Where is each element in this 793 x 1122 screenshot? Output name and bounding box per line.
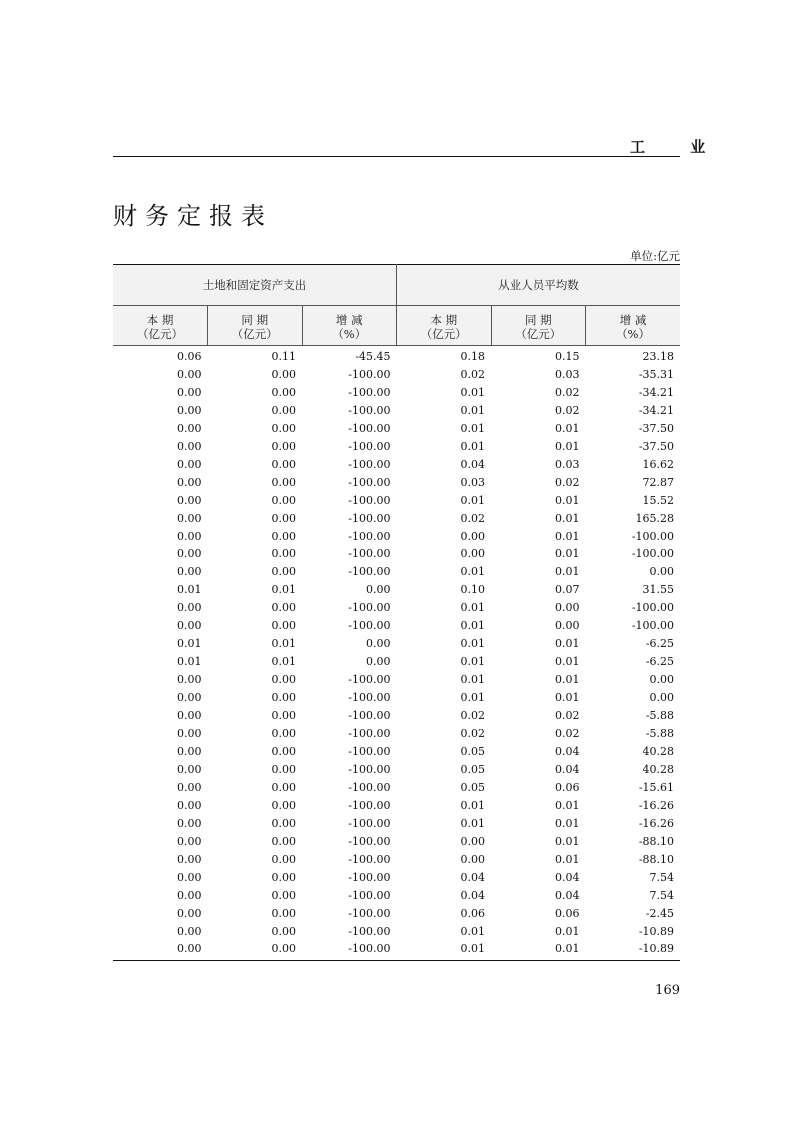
table-cell: 0.00: [271, 493, 296, 507]
table-cell: -16.26: [638, 816, 675, 830]
table-cell: -100.00: [348, 798, 391, 812]
table-cell: 0.00: [177, 493, 202, 507]
table-cell: -100.00: [348, 367, 391, 381]
column-header: [586, 306, 681, 346]
table-cell: 0.01: [555, 798, 580, 812]
table-cell: 0.04: [555, 744, 580, 758]
table-cell: 0.18: [460, 350, 486, 363]
table-cell: -100.00: [348, 852, 391, 866]
table-cell: 0.00: [177, 547, 202, 561]
table-cell: -100.00: [348, 421, 391, 435]
table-cell: 0.00: [271, 834, 296, 848]
unit-label: 单位:亿元: [630, 249, 680, 263]
table-cell: 0.01: [555, 852, 580, 866]
table-cell: -100.00: [302, 940, 397, 960]
table-cell: 0.00: [271, 906, 296, 920]
column-header-label: 本 期: [146, 312, 174, 327]
table-cell: -100.00: [348, 385, 391, 399]
table-cell: 0.01: [177, 637, 202, 651]
table-row: [113, 653, 680, 671]
table-cell: 0.00: [177, 367, 202, 381]
table-cell: -2.45: [645, 906, 675, 920]
table-cell: -6.25: [645, 637, 675, 651]
table-cell: 0.00: [649, 691, 675, 705]
table-cell: 0.15: [555, 350, 580, 363]
table-cell: 0.01: [491, 940, 586, 960]
table-cell: 0.01: [460, 673, 486, 687]
table-cell: 0.00: [271, 780, 296, 794]
table-cell: 0.00: [177, 709, 202, 723]
table-cell: -100.00: [631, 547, 675, 561]
table-cell: 0.00: [271, 385, 296, 399]
table-cell: 0.00: [271, 403, 296, 417]
table-cell: 0.00: [271, 870, 296, 884]
column-header-unit: （亿元）: [420, 326, 467, 341]
table-row: [113, 707, 680, 725]
table-cell: 0.01: [397, 940, 492, 960]
table-cell: 0.02: [555, 475, 580, 489]
table-row: [113, 671, 680, 689]
table-row: [113, 420, 680, 438]
table-cell: 0.00: [271, 511, 296, 525]
table-cell: 0.00: [177, 421, 202, 435]
table-cell: -37.50: [638, 439, 675, 453]
table-cell: 0.02: [555, 727, 580, 741]
table-cell: 0.04: [555, 888, 580, 902]
table-cell: 0.00: [271, 727, 296, 741]
table-cell: 0.00: [177, 691, 202, 705]
table-cell: 0.01: [460, 655, 486, 669]
table-cell: -34.21: [638, 403, 675, 417]
table-cell: 0.00: [177, 780, 202, 794]
table-cell: 0.00: [271, 475, 296, 489]
column-header-unit: （亿元）: [137, 326, 183, 341]
table-cell: 0.01: [460, 403, 486, 417]
table-cell: 0.00: [177, 475, 202, 489]
table-cell: 0.00: [271, 762, 296, 776]
table-cell: 0.02: [460, 727, 486, 741]
page-number: 169: [655, 983, 680, 998]
table-row: [113, 851, 680, 869]
table-cell: 0.04: [460, 870, 486, 884]
column-header-unit: （亿元）: [231, 326, 278, 341]
table-cell: 0.01: [555, 673, 580, 687]
table-row: [113, 581, 680, 599]
column-header: [397, 306, 492, 346]
table-row: [113, 384, 680, 402]
table-cell: -88.10: [638, 834, 675, 848]
table-cell: 0.00: [555, 619, 580, 633]
table-cell: 0.00: [177, 673, 202, 687]
table-cell: 0.00: [177, 529, 202, 543]
table-cell: 0.00: [208, 940, 303, 960]
table-row: [113, 797, 680, 815]
table-row: [113, 492, 680, 510]
table-cell: 0.01: [460, 691, 486, 705]
table-cell: 0.01: [460, 924, 486, 938]
table-cell: 0.00: [271, 924, 296, 938]
table-cell: 0.04: [555, 870, 580, 884]
table-cell: 0.00: [177, 727, 202, 741]
group-header-employees: 从业人员平均数: [397, 265, 681, 306]
table-cell: 0.04: [460, 457, 486, 471]
table-cell: 0.00: [271, 565, 296, 579]
table-cell: 0.00: [271, 744, 296, 758]
table-cell: -34.21: [638, 385, 675, 399]
table-cell: 31.55: [642, 583, 675, 597]
table-cell: 0.01: [460, 601, 486, 615]
column-header-unit: （亿元）: [515, 326, 562, 341]
table-cell: 16.62: [642, 457, 675, 471]
table-cell: 0.00: [177, 744, 202, 758]
table-cell: 0.01: [460, 439, 486, 453]
table-cell: 0.01: [460, 619, 486, 633]
table-cell: -35.31: [638, 367, 675, 381]
table-cell: -100.00: [348, 673, 391, 687]
table-cell: 0.06: [555, 780, 580, 794]
table-cell: 0.00: [177, 852, 202, 866]
table-row: [113, 761, 680, 779]
table-cell: 0.05: [460, 744, 486, 758]
table-cell: -100.00: [348, 727, 391, 741]
table-cell: 0.00: [271, 601, 296, 615]
table-cell: 0.00: [271, 529, 296, 543]
table-cell: 0.00: [177, 565, 202, 579]
table-cell: 0.01: [555, 565, 580, 579]
table-row: [113, 905, 680, 923]
table-cell: 0.00: [271, 367, 296, 381]
table-cell: 0.02: [460, 709, 486, 723]
table-cell: 0.03: [555, 367, 580, 381]
table-cell: 40.28: [642, 744, 675, 758]
table-cell: 0.01: [460, 493, 486, 507]
table-cell: 0.00: [177, 403, 202, 417]
table-cell: -100.00: [348, 439, 391, 453]
table-row: [113, 923, 680, 941]
table-cell: -100.00: [348, 780, 391, 794]
table-cell: 0.10: [460, 583, 486, 597]
table-cell: 0.01: [460, 637, 486, 651]
table-cell: -100.00: [348, 619, 391, 633]
table-cell: 0.00: [177, 888, 202, 902]
table-cell: -100.00: [348, 834, 391, 848]
column-header: [113, 306, 208, 346]
table-cell: 0.00: [271, 691, 296, 705]
table-cell: 0.01: [460, 421, 486, 435]
table-cell: 0.00: [271, 421, 296, 435]
table-cell: 0.01: [555, 924, 580, 938]
table-cell: 0.01: [177, 583, 202, 597]
column-header-unit: （%）: [332, 326, 367, 341]
table-cell: 0.02: [555, 403, 580, 417]
table-cell: 0.01: [460, 798, 486, 812]
top-rule: [113, 156, 680, 157]
table-cell: 0.00: [271, 457, 296, 471]
table-row: [113, 545, 680, 563]
table-cell: 0.01: [271, 637, 296, 651]
table-cell: 0.05: [460, 780, 486, 794]
table-cell: -100.00: [348, 870, 391, 884]
table-row: [113, 456, 680, 474]
table-cell: -5.88: [645, 727, 675, 741]
table-cell: 0.01: [177, 655, 202, 669]
table-cell: 0.00: [271, 547, 296, 561]
table-row: [113, 366, 680, 384]
table-cell: 0.02: [555, 709, 580, 723]
table-row: [113, 869, 680, 887]
table-cell: 0.01: [460, 385, 486, 399]
table-cell: 0.00: [649, 673, 675, 687]
table-cell: 0.00: [271, 816, 296, 830]
table-cell: 0.01: [555, 421, 580, 435]
column-header: [208, 306, 303, 346]
column-header-unit: （%）: [616, 326, 650, 341]
table-row: [113, 743, 680, 761]
table-cell: 0.00: [460, 834, 486, 848]
table-row: [113, 346, 680, 366]
table-cell: 165.28: [635, 511, 675, 525]
table-cell: -15.61: [638, 780, 675, 794]
table-cell: 0.00: [177, 834, 202, 848]
table-cell: 0.00: [177, 906, 202, 920]
table-cell: 0.11: [271, 350, 296, 363]
table-cell: 0.01: [555, 637, 580, 651]
table-cell: -6.25: [645, 655, 675, 669]
table-cell: 0.00: [555, 601, 580, 615]
table-cell: -5.88: [645, 709, 675, 723]
table-cell: -100.00: [348, 475, 391, 489]
table-cell: 0.01: [555, 655, 580, 669]
table-row: [113, 617, 680, 635]
table-cell: 40.28: [642, 762, 675, 776]
table-cell: 23.18: [642, 350, 675, 363]
table-cell: 0.00: [177, 601, 202, 615]
table-cell: 0.06: [460, 906, 486, 920]
table-cell: -45.45: [355, 350, 391, 363]
data-table: [113, 264, 680, 961]
table-row: [113, 779, 680, 797]
table-cell: 0.04: [555, 762, 580, 776]
table-cell: 0.00: [271, 709, 296, 723]
table-cell: 0.02: [460, 367, 486, 381]
table-cell: -100.00: [631, 529, 675, 543]
table-cell: 7.54: [649, 870, 675, 884]
table-cell: 0.02: [555, 385, 580, 399]
table-cell: 0.00: [177, 798, 202, 812]
table-cell: -100.00: [348, 744, 391, 758]
table-cell: 0.06: [177, 350, 202, 363]
table-cell: -100.00: [348, 457, 391, 471]
column-header-label: 同 期: [241, 312, 269, 327]
table-row: [113, 635, 680, 653]
table-cell: 0.00: [177, 924, 202, 938]
table-cell: 0.01: [555, 493, 580, 507]
table-cell: 0.00: [177, 511, 202, 525]
table-cell: 0.00: [271, 852, 296, 866]
table-cell: 0.01: [271, 583, 296, 597]
table-cell: -100.00: [348, 403, 391, 417]
table-cell: 0.01: [555, 816, 580, 830]
table-cell: 0.00: [177, 816, 202, 830]
table-row: [113, 887, 680, 905]
table-cell: 72.87: [642, 475, 675, 489]
table-cell: 0.00: [366, 583, 391, 597]
table-cell: -88.10: [638, 852, 675, 866]
table-cell: -100.00: [348, 709, 391, 723]
table-cell: 0.01: [555, 834, 580, 848]
table-cell: 7.54: [649, 888, 675, 902]
table-cell: -100.00: [348, 493, 391, 507]
table-cell: 0.00: [649, 565, 675, 579]
table-row: [113, 599, 680, 617]
table-cell: 0.00: [113, 940, 208, 960]
table-cell: -100.00: [348, 601, 391, 615]
table-row: [113, 940, 680, 960]
table-cell: -37.50: [638, 421, 675, 435]
table-cell: 0.00: [177, 619, 202, 633]
table-cell: 0.01: [555, 439, 580, 453]
table-row: [113, 563, 680, 581]
table-cell: 0.00: [177, 439, 202, 453]
table-cell: -100.00: [348, 816, 391, 830]
table-cell: 0.00: [271, 619, 296, 633]
table-cell: -100.00: [631, 601, 675, 615]
table-cell: -100.00: [348, 529, 391, 543]
table-cell: 0.00: [271, 888, 296, 902]
table-cell: 15.52: [642, 493, 675, 507]
table-cell: 0.01: [555, 547, 580, 561]
table-cell: -100.00: [348, 762, 391, 776]
table-cell: 0.00: [460, 529, 486, 543]
table-cell: -100.00: [348, 888, 391, 902]
table-cell: 0.01: [555, 529, 580, 543]
table-cell: 0.03: [555, 457, 580, 471]
column-header-label: 本 期: [430, 312, 458, 327]
table-cell: 0.00: [271, 798, 296, 812]
table-row: [113, 815, 680, 833]
table-cell: 0.07: [555, 583, 580, 597]
table-row: [113, 402, 680, 420]
column-header: [491, 306, 586, 346]
table-row: [113, 833, 680, 851]
table-cell: 0.01: [555, 511, 580, 525]
table-cell: 0.06: [555, 906, 580, 920]
table-cell: 0.00: [177, 385, 202, 399]
table-cell: 0.00: [460, 547, 486, 561]
table-cell: -100.00: [348, 924, 391, 938]
table-row: [113, 725, 680, 743]
table-cell: 0.00: [271, 439, 296, 453]
column-header: [302, 306, 397, 346]
table-cell: 0.00: [460, 852, 486, 866]
table-cell: -100.00: [631, 619, 675, 633]
table-cell: 0.01: [460, 565, 486, 579]
table-cell: 0.01: [271, 655, 296, 669]
table-cell: 0.00: [366, 655, 391, 669]
table-row: [113, 438, 680, 456]
table-cell: -10.89: [638, 924, 675, 938]
table-row: [113, 689, 680, 707]
page-title: 财务定报表: [113, 202, 273, 230]
table-cell: -16.26: [638, 798, 675, 812]
table-row: [113, 474, 680, 492]
table-cell: 0.00: [177, 762, 202, 776]
table-cell: 0.01: [460, 816, 486, 830]
section-title: 工 业: [630, 138, 726, 156]
table-cell: -100.00: [348, 691, 391, 705]
table-cell: -100.00: [348, 906, 391, 920]
table-cell: 0.00: [177, 870, 202, 884]
table-cell: -10.89: [586, 940, 681, 960]
table-cell: 0.05: [460, 762, 486, 776]
table-cell: 0.00: [271, 673, 296, 687]
table-cell: 0.03: [460, 475, 486, 489]
table-cell: 0.00: [177, 457, 202, 471]
column-header-label: 增 减: [619, 312, 647, 327]
table-row: [113, 510, 680, 528]
column-header-label: 同 期: [524, 312, 552, 327]
table-cell: 0.00: [366, 637, 391, 651]
table-cell: -100.00: [348, 565, 391, 579]
group-header-land-fixed-assets: 土地和固定资产支出: [113, 265, 397, 306]
table-cell: -100.00: [348, 511, 391, 525]
table-cell: -100.00: [348, 547, 391, 561]
table-cell: 0.04: [460, 888, 486, 902]
column-header-label: 增 减: [335, 312, 363, 327]
table-cell: 0.01: [555, 691, 580, 705]
table-cell: 0.02: [460, 511, 486, 525]
table-row: [113, 528, 680, 546]
